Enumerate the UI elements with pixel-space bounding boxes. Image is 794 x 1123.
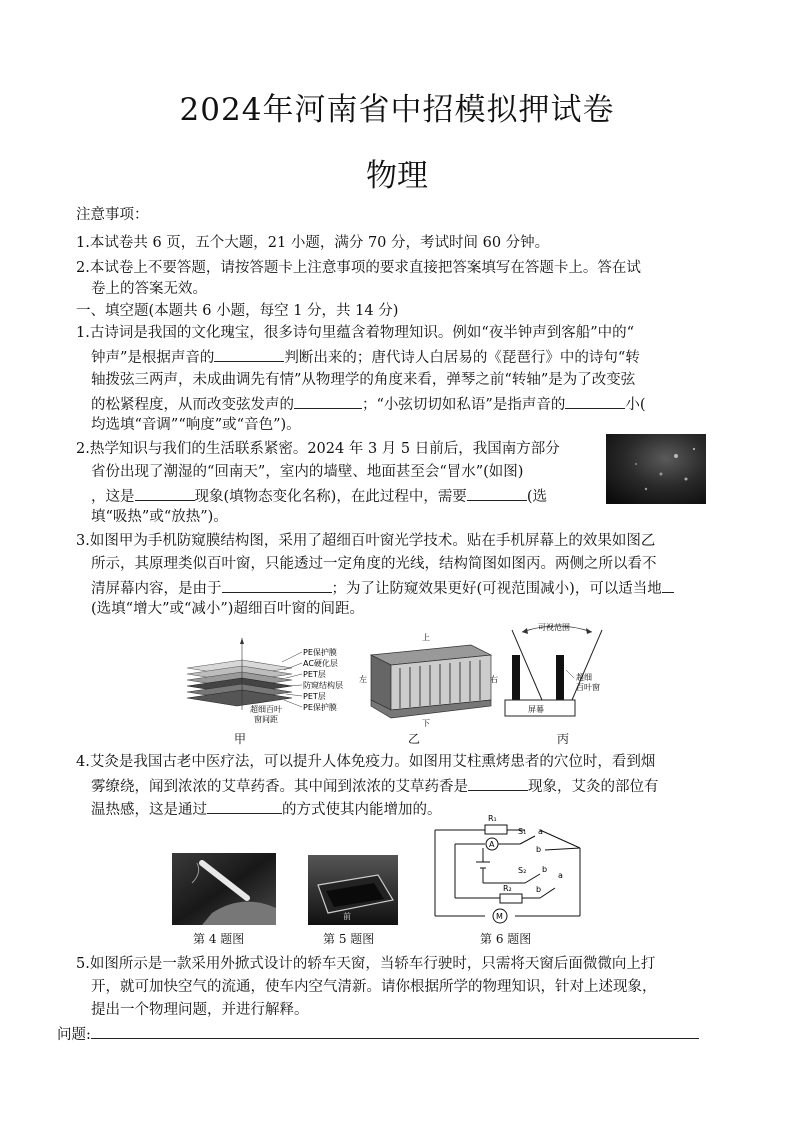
- q1-line-5: 均选填“音调”“响度”或“音色”)。: [91, 417, 301, 433]
- layer-label-1: PE保护膜: [303, 648, 337, 657]
- fig3-caption-a: 甲: [234, 732, 247, 746]
- q2-line-3: ，这是 现象(填物态变化名称)，在此过程中，需要 (选: [91, 486, 547, 506]
- fig5-caption: 第 5 题图: [323, 932, 375, 946]
- q4-line-2: 雾缭绕，闻到浓浓的艾草药香。其中闻到浓浓的艾草药香是 现象，艾灸的部位有: [91, 776, 659, 796]
- circuit-diagram: [430, 808, 590, 926]
- note-1: 1.本试卷共 6 页，五个大题，21 小题，满分 70 分，考试时间 60 分钟。: [76, 235, 550, 251]
- exam-title: 2024年河南省中招模拟押试卷: [179, 92, 615, 128]
- sunroof-photo: [308, 855, 398, 925]
- wet-wall-photo: [606, 434, 706, 504]
- notes-heading: 注意事项：: [76, 207, 149, 223]
- q5-question-line: [57, 1024, 699, 1044]
- q1-blank-1[interactable]: [214, 347, 284, 362]
- front-label: 前: [343, 912, 351, 921]
- q1-blank-3[interactable]: [565, 394, 625, 409]
- q1-line-1: 1.古诗词是我国的文化瑰宝，很多诗句里蕴含着物理知识。例如“夜半钟声到客船”中的“: [76, 325, 635, 341]
- layer-label-2: AC硬化层: [303, 659, 338, 668]
- q2-line-1: 2.热学知识与我们的生活联系紧密。2024 年 3 月 5 日前后，我国南方部分: [76, 441, 560, 457]
- r2-label: R₂: [503, 884, 512, 893]
- screen-label: 屏幕: [528, 705, 544, 714]
- q1-blank-2[interactable]: [294, 394, 362, 409]
- bottom-label: 下: [422, 719, 430, 728]
- layer-label-5: PET层: [303, 692, 326, 701]
- q1-line-4: 的松紧程度，从而改变弦发声的 ；“小弦切切如私语”是指声音的 小(: [91, 394, 646, 414]
- q1-line-3: 轴拨弦三两声，未成曲调先有情”从物理学的角度来看，弹琴之前“转轴”是为了改变弦: [91, 372, 636, 388]
- question-answer-blank[interactable]: [91, 1024, 699, 1039]
- terminal-b1: b: [536, 845, 542, 854]
- question-label: 问题:: [57, 1027, 91, 1043]
- louver-gap-label-1: 超细百叶: [250, 705, 282, 714]
- note-2: 2.本试卷上不要答题，请按答题卡上注意事项的要求直接把答案填写在答题卡上。答在试: [76, 260, 641, 276]
- s1-label: S₁: [518, 827, 527, 836]
- louver-label-1: 超细: [576, 673, 592, 682]
- q1-line-2: 钟声”是根据声音的 判断出来的；唐代诗人白居易的《琵琶行》中的诗句“转: [91, 347, 640, 367]
- film-structure-diagram: [182, 630, 362, 730]
- q2-blank-2[interactable]: [467, 486, 527, 501]
- q2-line-2: 省份出现了潮湿的“回南天”，室内的墙壁、地面甚至会“冒水”(如图): [91, 464, 524, 480]
- film-layers: [187, 660, 292, 706]
- q3-blank-2[interactable]: [662, 578, 674, 593]
- q4-blank-1[interactable]: [468, 776, 528, 791]
- section-1-heading: 一、填空题(本题共 6 小题，每空 1 分，共 14 分): [76, 303, 399, 319]
- moxibustion-photo: [172, 853, 276, 925]
- subject-title: 物理: [366, 158, 428, 194]
- q3-line-4: (选填“增大”或“减小”)超细百叶窗的间距。: [91, 601, 364, 617]
- fig4-caption: 第 4 题图: [193, 932, 245, 946]
- q5-line-3: 提出一个物理问题，并进行解释。: [91, 1002, 309, 1018]
- terminal-a1: a: [538, 827, 543, 836]
- q4-blank-2[interactable]: [207, 799, 282, 814]
- fig6-caption: 第 6 题图: [480, 932, 532, 946]
- q5-line-2: 开，就可加快空气的流通，使车内空气清新。请你根据所学的物理知识，针对上述现象，: [91, 979, 657, 995]
- note-2-cont: 卷上的答案无效。: [91, 281, 207, 297]
- q2-line-4: 填“吸热”或“放热”)。: [91, 509, 228, 525]
- q2-blank-1[interactable]: [135, 486, 195, 501]
- louver-label-2: 百叶窗: [576, 683, 600, 692]
- q3-blank-1[interactable]: [222, 578, 332, 593]
- q3-line-3: 清屏幕内容，是由于 ；为了让防窥效果更好(可视范围减小)，可以适当地: [91, 578, 674, 598]
- ammeter-label: A: [489, 840, 495, 849]
- louver-effect-diagram: [356, 630, 496, 726]
- s2-label: S₂: [518, 866, 527, 875]
- r1-label: R₁: [488, 814, 497, 823]
- view-range-label: 可视范围: [538, 623, 570, 632]
- q3-line-2: 所示，其原理类似百叶窗，只能透过一定角度的光线，结构简图如图丙。两侧之所以看不: [91, 556, 657, 572]
- louver-gap-label-2: 窗间距: [254, 715, 278, 724]
- terminal-b2: b: [542, 865, 548, 874]
- left-label: 左: [359, 675, 367, 684]
- layer-label-6: PE保护膜: [303, 703, 337, 712]
- motor-label: M: [496, 912, 503, 921]
- q4-line-3: 温热感，这是通过 的方式使其内能增加的。: [91, 799, 442, 819]
- layer-label-3: PET层: [303, 670, 326, 679]
- fig3-caption-b: 乙: [408, 732, 421, 746]
- right-label: 右: [490, 675, 498, 684]
- terminal-a2: a: [558, 871, 563, 880]
- q3-line-1: 3.如图甲为手机防窥膜结构图，采用了超细百叶窗光学技术。贴在手机屏幕上的效果如图乙: [76, 533, 656, 549]
- q5-line-1: 5.如图所示是一款采用外掀式设计的轿车天窗，当轿车行驶时，只需将天窗后面微微向上打: [76, 956, 656, 972]
- layer-label-4: 防窥结构层: [303, 681, 343, 690]
- terminal-b3: b: [536, 885, 542, 894]
- q4-line-1: 4.艾灸是我国古老中医疗法，可以提升人体免疫力。如图用艾柱熏烤患者的穴位时，看到烟: [76, 754, 656, 770]
- viewing-range-diagram: [500, 620, 640, 720]
- fig3-caption-c: 丙: [557, 732, 570, 746]
- top-label: 上: [422, 633, 430, 642]
